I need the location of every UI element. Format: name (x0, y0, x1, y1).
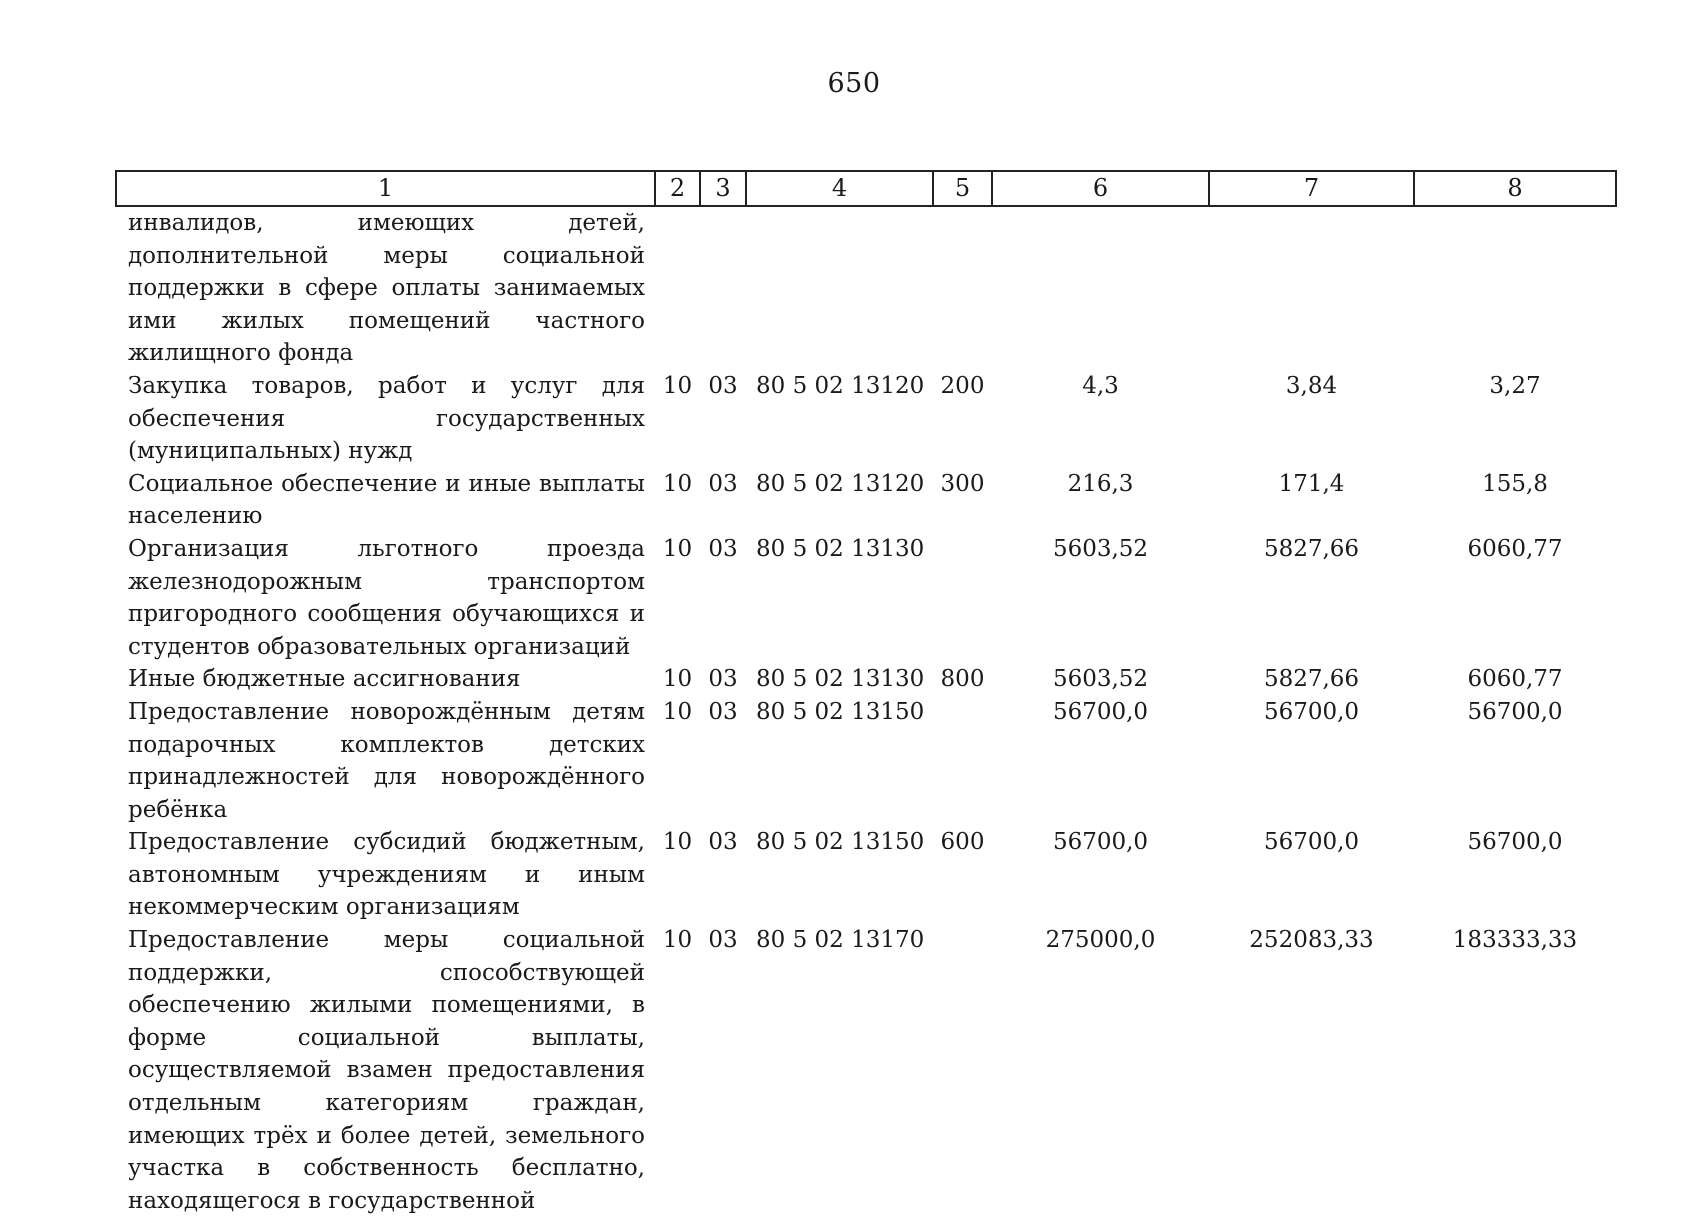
table-row (116, 663, 1616, 696)
row-value-col8: 183333,33 (1452, 927, 1578, 954)
row-description: Закупка товаров, работ и услуг для обеспечения государственных (муниципальных) нужд (128, 372, 645, 465)
row-value-col6: 216,3 (1067, 470, 1134, 497)
row-csr: 80 5 02 13120 (756, 372, 925, 399)
row-value-col6: 5603,52 (1052, 535, 1149, 562)
row-value-col6: 56700,0 (1052, 829, 1149, 856)
row-value-col7: 252083,33 (1249, 927, 1374, 954)
row-podrazdel: 03 (708, 829, 738, 856)
row-csr: 80 5 02 13130 (756, 666, 925, 693)
row-description: Социальное обеспечение и иные выплаты населению (128, 470, 645, 530)
row-vr: 200 (940, 372, 985, 399)
row-value-col7: 5827,66 (1263, 535, 1360, 562)
row-razdel: 10 (662, 829, 693, 856)
header-row (116, 171, 1616, 206)
table-row (116, 468, 1616, 533)
row-vr (933, 924, 992, 1217)
row-value-col8: 56700,0 (1467, 698, 1563, 725)
table-body (116, 206, 1616, 1217)
header-cell-col4: 4 (746, 171, 933, 206)
row-razdel: 10 (662, 372, 693, 399)
row-csr: 80 5 02 13170 (756, 927, 925, 954)
row-description: Предоставление новорождённым детям подарочных комплектов детских принадлежностей для новорождённого ребёнка (128, 698, 645, 823)
table-row (116, 206, 1616, 370)
row-razdel: 10 (662, 927, 693, 954)
row-csr: 80 5 02 13130 (756, 535, 925, 562)
row-value-col8: 56700,0 (1467, 829, 1563, 856)
page-number: 650 (827, 68, 881, 99)
budget-table (115, 170, 1617, 1217)
row-value-col6: 5603,52 (1052, 666, 1149, 693)
row-csr: 80 5 02 13150 (756, 698, 925, 725)
header-cell-col2: 2 (655, 171, 700, 206)
header-cell-col7: 7 (1209, 171, 1414, 206)
row-value-col8: 6060,77 (1467, 535, 1563, 562)
row-value-col6: 4,3 (1082, 372, 1119, 399)
table-row (116, 924, 1616, 1217)
row-value-col7: 56700,0 (1263, 829, 1360, 856)
row-value-col7: 171,4 (1278, 470, 1345, 497)
row-description: Организация льготного проезда железнодорожным транспортом пригородного сообщения обучающихся и студентов образовательных организаций (128, 535, 645, 660)
row-value-col7: 3,84 (1285, 372, 1338, 399)
row-description: Предоставление субсидий бюджетным, автономным учреждениям и иным некоммерческим организациям (128, 829, 645, 921)
table-row (116, 696, 1616, 826)
row-csr: 80 5 02 13150 (756, 829, 925, 856)
row-value-col8: 3,27 (1489, 372, 1541, 399)
row-value-col7: 56700,0 (1263, 698, 1360, 725)
row-value-col6: 56700,0 (1052, 698, 1149, 725)
row-description: Иные бюджетные ассигнования (128, 666, 521, 693)
row-value-col8: 6060,77 (1467, 666, 1563, 693)
row-razdel (655, 206, 700, 370)
row-podrazdel (700, 206, 746, 370)
row-value-col7 (1209, 206, 1414, 370)
header-cell-col3: 3 (700, 171, 746, 206)
header-cell-col6: 6 (992, 171, 1209, 206)
row-csr (746, 206, 933, 370)
row-razdel: 10 (662, 666, 693, 693)
row-vr: 800 (940, 666, 985, 693)
row-podrazdel: 03 (708, 535, 738, 562)
header-cell-col8: 8 (1414, 171, 1616, 206)
row-vr (933, 696, 992, 826)
table-row (116, 370, 1616, 468)
row-podrazdel: 03 (708, 372, 738, 399)
row-vr: 300 (940, 470, 985, 497)
row-razdel: 10 (662, 470, 693, 497)
row-podrazdel: 03 (708, 927, 738, 954)
row-podrazdel: 03 (708, 666, 738, 693)
row-value-col7: 5827,66 (1263, 666, 1360, 693)
header-cell-col5: 5 (933, 171, 992, 206)
table-header (116, 171, 1616, 206)
table-row (116, 533, 1616, 663)
row-vr (933, 206, 992, 370)
row-value-col6: 275000,0 (1045, 927, 1156, 954)
header-cell-col1: 1 (116, 171, 655, 206)
row-description: Предоставление меры социальной поддержки, способствующей обеспечению жилыми помещениями, в форме социальной выплаты, осуществляемой взамен предоставления отдельным категориям граждан, имеющих трёх и более детей, земельного участка в собственность бесплатно, находящегося в государственной (128, 927, 645, 1214)
row-value-col8: 155,8 (1482, 470, 1548, 497)
row-value-col6 (992, 206, 1209, 370)
row-podrazdel: 03 (708, 470, 738, 497)
row-razdel: 10 (662, 535, 693, 562)
row-razdel: 10 (662, 698, 693, 725)
row-podrazdel: 03 (708, 698, 738, 725)
table-row (116, 826, 1616, 924)
row-vr: 600 (940, 829, 985, 856)
row-vr (933, 533, 992, 663)
row-csr: 80 5 02 13120 (756, 470, 925, 497)
row-description: инвалидов, имеющих детей, дополнительной меры социальной поддержки в сфере оплаты занимаемых ими жилых помещений частного жилищного фонда (128, 210, 645, 367)
row-value-col8 (1414, 206, 1616, 370)
